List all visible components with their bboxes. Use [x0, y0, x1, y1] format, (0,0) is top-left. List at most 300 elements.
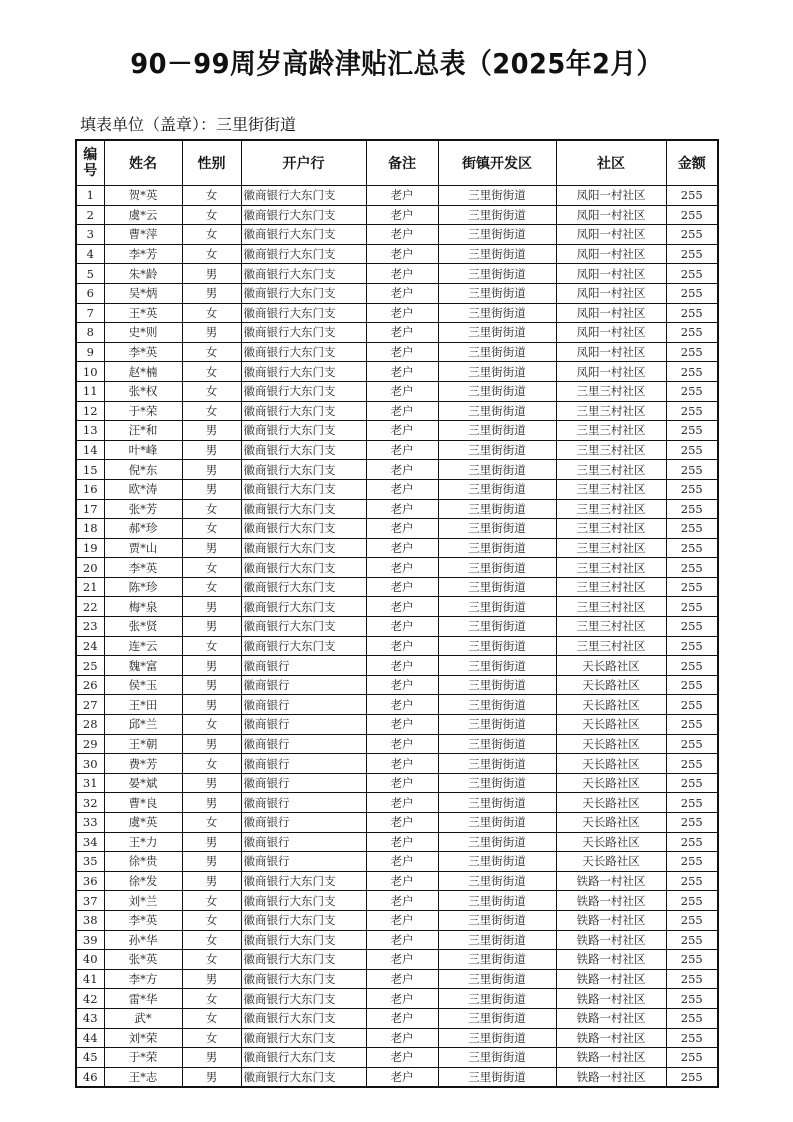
cell-amount: 255: [666, 323, 718, 343]
cell-district: 三里街街道: [438, 440, 556, 460]
cell-community: 天长路社区: [556, 773, 666, 793]
cell-community: 铁路一村社区: [556, 1008, 666, 1028]
table-row: [76, 617, 718, 637]
cell-amount: 255: [666, 1008, 718, 1028]
cell-gender: 女: [182, 303, 241, 323]
table-row: [76, 773, 718, 793]
cell-bank: 徽商银行大东门支: [241, 225, 366, 245]
cell-note: 老户: [366, 205, 438, 225]
cell-amount: 255: [666, 519, 718, 539]
cell-bank: 徽商银行大东门支: [241, 538, 366, 558]
cell-note: 老户: [366, 538, 438, 558]
cell-name: 李*英: [104, 558, 182, 578]
cell-note: 老户: [366, 910, 438, 930]
cell-gender: 女: [182, 1008, 241, 1028]
cell-gender: 男: [182, 852, 241, 872]
table-row: [76, 440, 718, 460]
cell-name: 刘*兰: [104, 891, 182, 911]
cell-amount: 255: [666, 244, 718, 264]
cell-district: 三里街街道: [438, 342, 556, 362]
cell-id: 32: [76, 793, 104, 813]
cell-district: 三里街街道: [438, 303, 556, 323]
table-row: [76, 910, 718, 930]
cell-community: 三里三村社区: [556, 381, 666, 401]
header-name: 姓名: [104, 140, 182, 186]
cell-id: 40: [76, 950, 104, 970]
cell-gender: 男: [182, 460, 241, 480]
cell-community: 凤阳一村社区: [556, 303, 666, 323]
cell-note: 老户: [366, 577, 438, 597]
cell-name: 王*朝: [104, 734, 182, 754]
cell-district: 三里街街道: [438, 205, 556, 225]
cell-district: 三里街街道: [438, 558, 556, 578]
cell-id: 31: [76, 773, 104, 793]
cell-note: 老户: [366, 754, 438, 774]
cell-gender: 男: [182, 793, 241, 813]
table-row: [76, 695, 718, 715]
cell-community: 铁路一村社区: [556, 969, 666, 989]
table-row: [76, 401, 718, 421]
cell-gender: 女: [182, 519, 241, 539]
cell-gender: 女: [182, 891, 241, 911]
cell-note: 老户: [366, 969, 438, 989]
table-row: [76, 421, 718, 441]
cell-amount: 255: [666, 186, 718, 206]
cell-amount: 255: [666, 793, 718, 813]
table-row: [76, 1067, 718, 1087]
cell-amount: 255: [666, 930, 718, 950]
cell-note: 老户: [366, 264, 438, 284]
cell-name: 张*贤: [104, 617, 182, 637]
cell-district: 三里街街道: [438, 773, 556, 793]
cell-name: 郝*珍: [104, 519, 182, 539]
cell-community: 三里三村社区: [556, 519, 666, 539]
cell-district: 三里街街道: [438, 656, 556, 676]
cell-gender: 女: [182, 401, 241, 421]
cell-note: 老户: [366, 440, 438, 460]
cell-district: 三里街街道: [438, 793, 556, 813]
table-row: [76, 656, 718, 676]
cell-community: 三里三村社区: [556, 558, 666, 578]
cell-name: 王*志: [104, 1067, 182, 1087]
cell-note: 老户: [366, 989, 438, 1009]
cell-id: 3: [76, 225, 104, 245]
cell-amount: 255: [666, 832, 718, 852]
cell-note: 老户: [366, 460, 438, 480]
cell-id: 7: [76, 303, 104, 323]
table-row: [76, 636, 718, 656]
cell-note: 老户: [366, 1048, 438, 1068]
cell-amount: 255: [666, 1067, 718, 1087]
cell-bank: 徽商银行大东门支: [241, 342, 366, 362]
cell-id: 43: [76, 1008, 104, 1028]
cell-district: 三里街街道: [438, 969, 556, 989]
cell-id: 5: [76, 264, 104, 284]
table-row: [76, 871, 718, 891]
table-row: [76, 950, 718, 970]
cell-note: 老户: [366, 715, 438, 735]
cell-note: 老户: [366, 773, 438, 793]
cell-gender: 女: [182, 244, 241, 264]
cell-note: 老户: [366, 519, 438, 539]
cell-amount: 255: [666, 617, 718, 637]
cell-id: 35: [76, 852, 104, 872]
cell-bank: 徽商银行大东门支: [241, 930, 366, 950]
cell-name: 贾*山: [104, 538, 182, 558]
table-row: [76, 577, 718, 597]
cell-amount: 255: [666, 440, 718, 460]
cell-bank: 徽商银行: [241, 754, 366, 774]
cell-name: 孙*华: [104, 930, 182, 950]
cell-bank: 徽商银行大东门支: [241, 577, 366, 597]
cell-note: 老户: [366, 1008, 438, 1028]
cell-community: 凤阳一村社区: [556, 264, 666, 284]
cell-amount: 255: [666, 303, 718, 323]
cell-name: 曹*萍: [104, 225, 182, 245]
cell-district: 三里街街道: [438, 362, 556, 382]
table-row: [76, 460, 718, 480]
cell-district: 三里街街道: [438, 617, 556, 637]
cell-district: 三里街街道: [438, 715, 556, 735]
cell-id: 20: [76, 558, 104, 578]
cell-name: 欧*涛: [104, 479, 182, 499]
cell-district: 三里街街道: [438, 675, 556, 695]
cell-community: 三里三村社区: [556, 421, 666, 441]
cell-name: 李*芳: [104, 244, 182, 264]
cell-bank: 徽商银行大东门支: [241, 381, 366, 401]
cell-id: 2: [76, 205, 104, 225]
cell-gender: 男: [182, 440, 241, 460]
cell-amount: 255: [666, 910, 718, 930]
table-row: [76, 519, 718, 539]
cell-bank: 徽商银行大东门支: [241, 421, 366, 441]
cell-amount: 255: [666, 891, 718, 911]
cell-amount: 255: [666, 969, 718, 989]
cell-bank: 徽商银行大东门支: [241, 499, 366, 519]
cell-note: 老户: [366, 950, 438, 970]
cell-bank: 徽商银行: [241, 793, 366, 813]
cell-note: 老户: [366, 793, 438, 813]
table-row: [76, 342, 718, 362]
table-row: [76, 244, 718, 264]
cell-gender: 女: [182, 577, 241, 597]
cell-gender: 男: [182, 421, 241, 441]
cell-id: 12: [76, 401, 104, 421]
cell-name: 吴*炳: [104, 283, 182, 303]
table-row: [76, 1008, 718, 1028]
table-row: [76, 597, 718, 617]
cell-bank: 徽商银行大东门支: [241, 969, 366, 989]
cell-bank: 徽商银行: [241, 813, 366, 833]
cell-id: 23: [76, 617, 104, 637]
cell-name: 侯*玉: [104, 675, 182, 695]
cell-district: 三里街街道: [438, 538, 556, 558]
cell-name: 王*力: [104, 832, 182, 852]
cell-district: 三里街街道: [438, 891, 556, 911]
cell-bank: 徽商银行大东门支: [241, 950, 366, 970]
cell-amount: 255: [666, 1048, 718, 1068]
cell-bank: 徽商银行大东门支: [241, 244, 366, 264]
cell-gender: 女: [182, 754, 241, 774]
cell-note: 老户: [366, 342, 438, 362]
cell-name: 叶*峰: [104, 440, 182, 460]
cell-gender: 男: [182, 1067, 241, 1087]
cell-note: 老户: [366, 891, 438, 911]
cell-name: 史*则: [104, 323, 182, 343]
cell-name: 曹*良: [104, 793, 182, 813]
cell-district: 三里街街道: [438, 695, 556, 715]
cell-district: 三里街街道: [438, 754, 556, 774]
cell-id: 17: [76, 499, 104, 519]
cell-amount: 255: [666, 695, 718, 715]
cell-bank: 徽商银行: [241, 715, 366, 735]
cell-amount: 255: [666, 871, 718, 891]
cell-district: 三里街街道: [438, 930, 556, 950]
cell-bank: 徽商银行大东门支: [241, 1067, 366, 1087]
cell-name: 陈*珍: [104, 577, 182, 597]
table-row: [76, 1028, 718, 1048]
cell-amount: 255: [666, 421, 718, 441]
cell-gender: 女: [182, 186, 241, 206]
cell-amount: 255: [666, 342, 718, 362]
cell-name: 赵*楠: [104, 362, 182, 382]
cell-id: 9: [76, 342, 104, 362]
cell-id: 46: [76, 1067, 104, 1087]
cell-id: 44: [76, 1028, 104, 1048]
table-row: [76, 675, 718, 695]
cell-id: 27: [76, 695, 104, 715]
table-row: [76, 538, 718, 558]
header-amount: 金额: [666, 140, 718, 186]
cell-bank: 徽商银行大东门支: [241, 871, 366, 891]
cell-gender: 男: [182, 1048, 241, 1068]
cell-name: 魏*富: [104, 656, 182, 676]
cell-name: 汪*和: [104, 421, 182, 441]
cell-name: 徐*贵: [104, 852, 182, 872]
cell-district: 三里街街道: [438, 1028, 556, 1048]
cell-amount: 255: [666, 558, 718, 578]
cell-district: 三里街街道: [438, 479, 556, 499]
cell-amount: 255: [666, 597, 718, 617]
cell-id: 22: [76, 597, 104, 617]
cell-community: 天长路社区: [556, 832, 666, 852]
table-row: [76, 1048, 718, 1068]
cell-amount: 255: [666, 499, 718, 519]
cell-district: 三里街街道: [438, 421, 556, 441]
cell-id: 14: [76, 440, 104, 460]
cell-name: 王*田: [104, 695, 182, 715]
cell-gender: 男: [182, 675, 241, 695]
cell-gender: 女: [182, 225, 241, 245]
table-row: [76, 852, 718, 872]
cell-id: 25: [76, 656, 104, 676]
cell-id: 6: [76, 283, 104, 303]
table-body: [76, 186, 718, 1088]
cell-note: 老户: [366, 303, 438, 323]
cell-name: 贺*英: [104, 186, 182, 206]
cell-district: 三里街街道: [438, 577, 556, 597]
cell-gender: 女: [182, 362, 241, 382]
cell-gender: 男: [182, 323, 241, 343]
cell-community: 三里三村社区: [556, 440, 666, 460]
cell-note: 老户: [366, 597, 438, 617]
cell-amount: 255: [666, 773, 718, 793]
cell-id: 21: [76, 577, 104, 597]
cell-name: 张*芳: [104, 499, 182, 519]
cell-note: 老户: [366, 871, 438, 891]
cell-note: 老户: [366, 499, 438, 519]
table-row: [76, 499, 718, 519]
cell-id: 45: [76, 1048, 104, 1068]
table-row: [76, 793, 718, 813]
cell-gender: 男: [182, 283, 241, 303]
cell-note: 老户: [366, 656, 438, 676]
cell-id: 37: [76, 891, 104, 911]
cell-community: 天长路社区: [556, 715, 666, 735]
cell-bank: 徽商银行大东门支: [241, 186, 366, 206]
header-id: 编号: [76, 140, 104, 186]
cell-amount: 255: [666, 577, 718, 597]
cell-community: 铁路一村社区: [556, 989, 666, 1009]
cell-district: 三里街街道: [438, 323, 556, 343]
table-row: [76, 264, 718, 284]
cell-name: 费*芳: [104, 754, 182, 774]
cell-community: 天长路社区: [556, 813, 666, 833]
cell-id: 41: [76, 969, 104, 989]
cell-district: 三里街街道: [438, 1067, 556, 1087]
cell-name: 虞*英: [104, 813, 182, 833]
table-row: [76, 323, 718, 343]
cell-district: 三里街街道: [438, 186, 556, 206]
cell-community: 凤阳一村社区: [556, 342, 666, 362]
cell-district: 三里街街道: [438, 401, 556, 421]
cell-bank: 徽商银行大东门支: [241, 617, 366, 637]
cell-note: 老户: [366, 617, 438, 637]
table-row: [76, 754, 718, 774]
cell-gender: 男: [182, 597, 241, 617]
cell-district: 三里街街道: [438, 734, 556, 754]
cell-gender: 男: [182, 734, 241, 754]
cell-district: 三里街街道: [438, 950, 556, 970]
cell-amount: 255: [666, 538, 718, 558]
cell-district: 三里街街道: [438, 1008, 556, 1028]
cell-note: 老户: [366, 1028, 438, 1048]
cell-community: 三里三村社区: [556, 460, 666, 480]
cell-id: 34: [76, 832, 104, 852]
cell-community: 天长路社区: [556, 656, 666, 676]
cell-district: 三里街街道: [438, 1048, 556, 1068]
cell-gender: 女: [182, 813, 241, 833]
cell-gender: 女: [182, 558, 241, 578]
cell-community: 天长路社区: [556, 675, 666, 695]
cell-community: 凤阳一村社区: [556, 225, 666, 245]
cell-bank: 徽商银行大东门支: [241, 1028, 366, 1048]
cell-gender: 男: [182, 617, 241, 637]
table-row: [76, 832, 718, 852]
cell-note: 老户: [366, 362, 438, 382]
cell-bank: 徽商银行大东门支: [241, 401, 366, 421]
cell-bank: 徽商银行大东门支: [241, 323, 366, 343]
cell-name: 虞*云: [104, 205, 182, 225]
cell-gender: 男: [182, 479, 241, 499]
cell-bank: 徽商银行大东门支: [241, 910, 366, 930]
cell-amount: 255: [666, 675, 718, 695]
cell-bank: 徽商银行大东门支: [241, 891, 366, 911]
cell-community: 凤阳一村社区: [556, 323, 666, 343]
table-row: [76, 205, 718, 225]
cell-district: 三里街街道: [438, 264, 556, 284]
table-row: [76, 283, 718, 303]
table-row: [76, 715, 718, 735]
cell-note: 老户: [366, 832, 438, 852]
cell-id: 38: [76, 910, 104, 930]
cell-district: 三里街街道: [438, 283, 556, 303]
cell-gender: 女: [182, 342, 241, 362]
document-title: 90－99周岁高龄津贴汇总表（2025年2月）: [130, 47, 663, 80]
cell-bank: 徽商银行大东门支: [241, 1008, 366, 1028]
cell-id: 29: [76, 734, 104, 754]
cell-note: 老户: [366, 479, 438, 499]
table-row: [76, 930, 718, 950]
cell-bank: 徽商银行大东门支: [241, 264, 366, 284]
cell-district: 三里街街道: [438, 813, 556, 833]
cell-name: 李*英: [104, 342, 182, 362]
cell-district: 三里街街道: [438, 225, 556, 245]
cell-name: 王*英: [104, 303, 182, 323]
cell-gender: 女: [182, 1028, 241, 1048]
cell-name: 倪*东: [104, 460, 182, 480]
cell-note: 老户: [366, 323, 438, 343]
cell-bank: 徽商银行: [241, 832, 366, 852]
cell-amount: 255: [666, 460, 718, 480]
cell-gender: 男: [182, 832, 241, 852]
cell-name: 连*云: [104, 636, 182, 656]
cell-name: 晏*斌: [104, 773, 182, 793]
cell-community: 三里三村社区: [556, 636, 666, 656]
cell-community: 天长路社区: [556, 793, 666, 813]
cell-amount: 255: [666, 636, 718, 656]
cell-id: 28: [76, 715, 104, 735]
cell-id: 33: [76, 813, 104, 833]
cell-note: 老户: [366, 225, 438, 245]
cell-id: 13: [76, 421, 104, 441]
cell-community: 凤阳一村社区: [556, 205, 666, 225]
cell-district: 三里街街道: [438, 636, 556, 656]
cell-id: 4: [76, 244, 104, 264]
cell-gender: 女: [182, 205, 241, 225]
cell-id: 36: [76, 871, 104, 891]
cell-community: 凤阳一村社区: [556, 362, 666, 382]
cell-district: 三里街街道: [438, 871, 556, 891]
table-row: [76, 225, 718, 245]
cell-note: 老户: [366, 675, 438, 695]
cell-bank: 徽商银行大东门支: [241, 989, 366, 1009]
cell-note: 老户: [366, 186, 438, 206]
cell-bank: 徽商银行大东门支: [241, 460, 366, 480]
cell-amount: 255: [666, 813, 718, 833]
header-row: [76, 140, 718, 186]
cell-amount: 255: [666, 205, 718, 225]
cell-name: 张*英: [104, 950, 182, 970]
cell-bank: 徽商银行: [241, 773, 366, 793]
table-row: [76, 734, 718, 754]
cell-note: 老户: [366, 558, 438, 578]
table-row: [76, 891, 718, 911]
cell-amount: 255: [666, 401, 718, 421]
cell-amount: 255: [666, 1028, 718, 1048]
cell-gender: 女: [182, 715, 241, 735]
cell-community: 凤阳一村社区: [556, 244, 666, 264]
